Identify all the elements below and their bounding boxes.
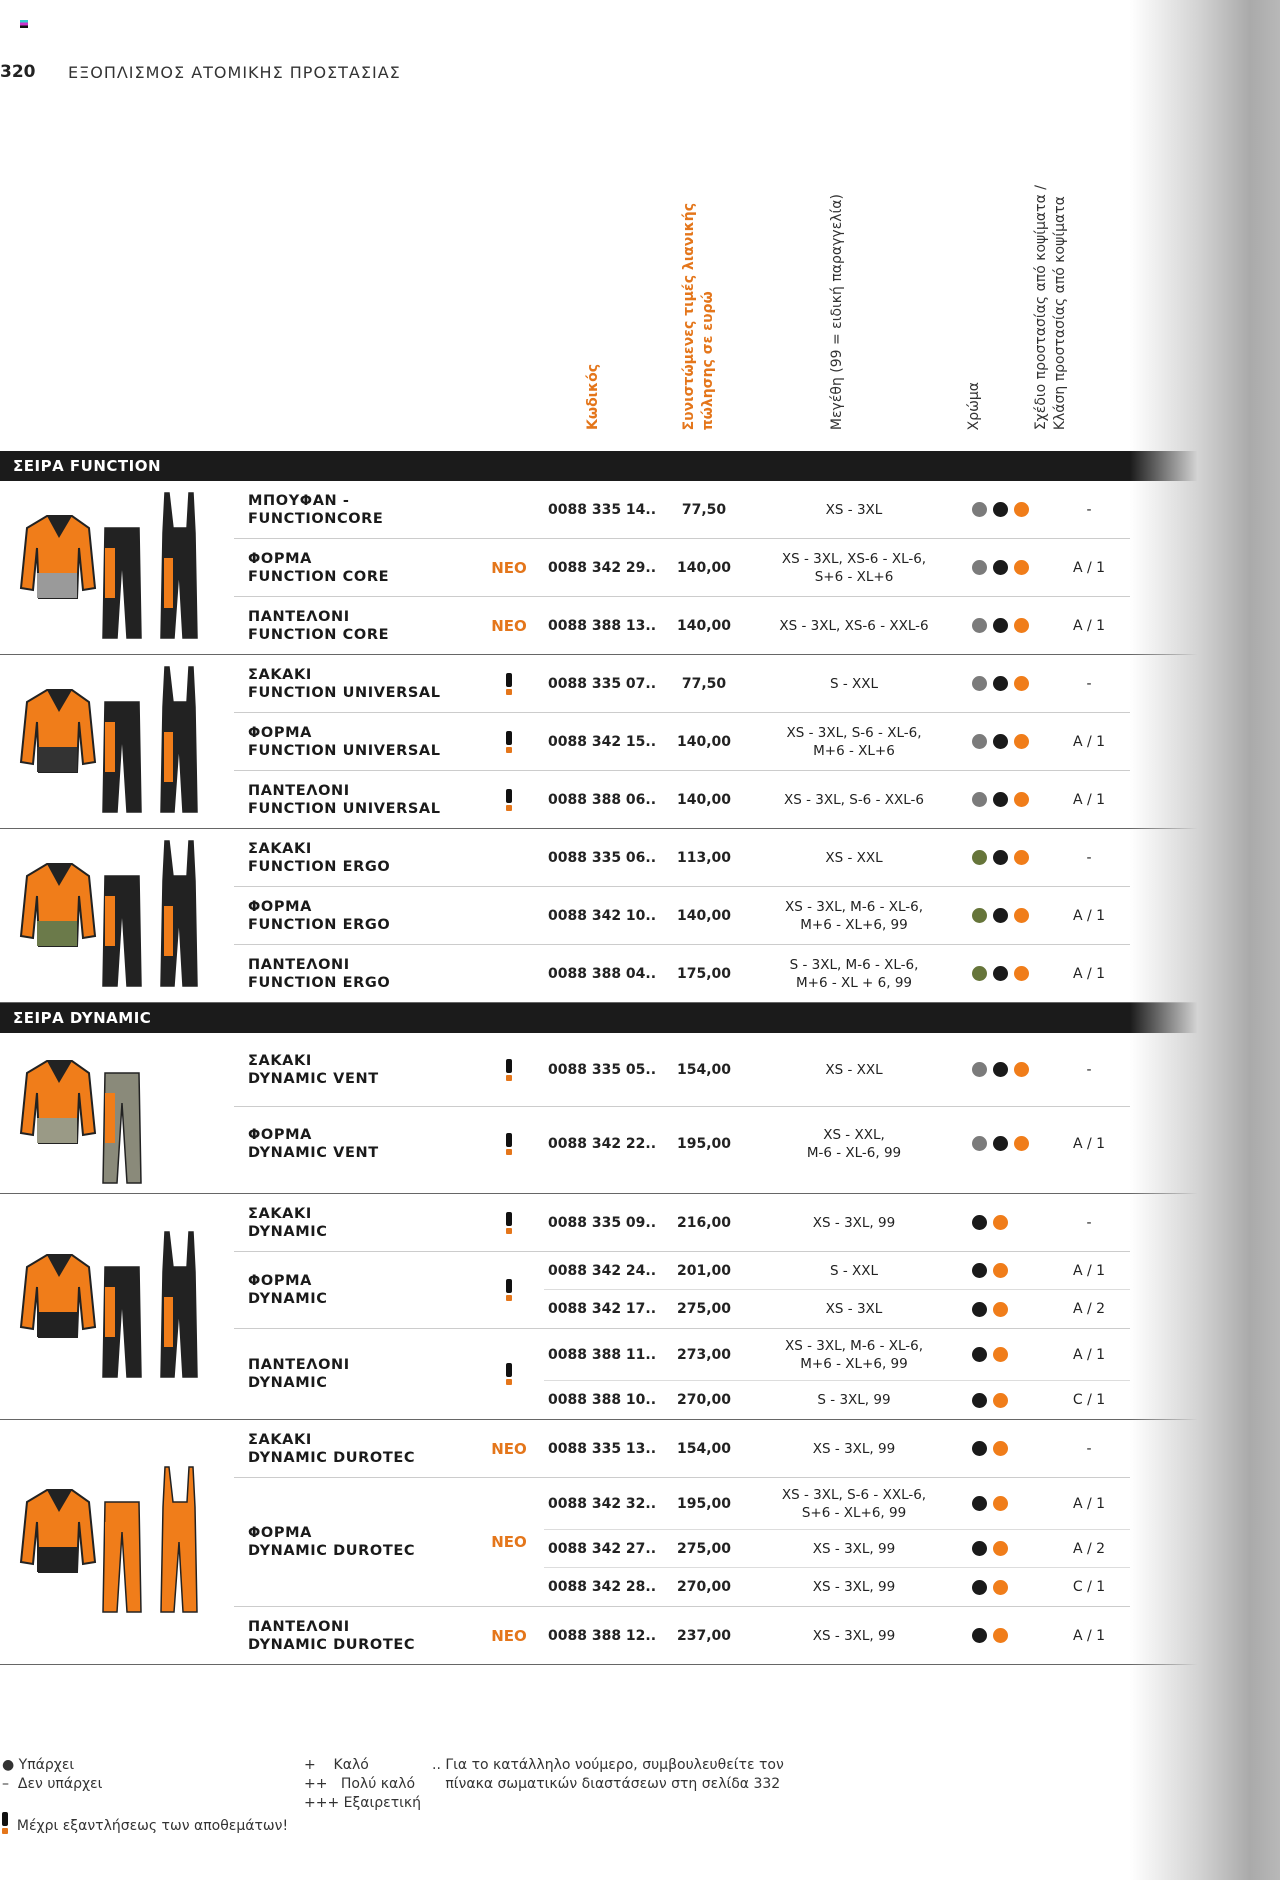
product-code: 0088 342 15.. (548, 733, 657, 750)
sizes: XS - 3XL, XS-6 - XL-6, S+6 - XL+6 (781, 550, 927, 585)
protection-class: - (1086, 849, 1092, 866)
price: 270,00 (676, 1579, 732, 1595)
color-orange-dot (1014, 502, 1029, 517)
legend-dots: ● Υπάρχει – Δεν υπάρχει (2, 1757, 103, 1792)
product-name: ΦΟΡΜΑ FUNCTION UNIVERSAL (248, 724, 441, 759)
table-row (234, 597, 1130, 654)
badge-cell (474, 1194, 544, 1251)
section-header: ΣΕΙΡΑ FUNCTION (0, 451, 1280, 481)
variant-row (544, 481, 1130, 538)
table-row (234, 1033, 1130, 1107)
product-group (0, 1420, 1280, 1665)
legend-excellent: Εξαιρετική (343, 1795, 422, 1811)
protection-class: A / 1 (1072, 617, 1106, 634)
sizes: S - 3XL, 99 (817, 1392, 891, 1408)
product-code: 0088 342 28.. (548, 1579, 657, 1595)
variant-row (544, 713, 1130, 770)
product-code: 0088 342 27.. (548, 1540, 657, 1557)
price: 195,00 (676, 1495, 732, 1512)
sizes: XS - 3XL, XS-6 - XXL-6 (779, 617, 929, 634)
color-dots (964, 1496, 1054, 1511)
price: 140,00 (676, 617, 732, 634)
protection-class: A / 1 (1072, 1262, 1106, 1279)
product-name: ΠΑΝΤΕΛΟΝΙ FUNCTION UNIVERSAL (248, 782, 441, 817)
product-name: ΠΑΝΤΕΛΟΝΙ FUNCTION ERGO (248, 956, 391, 991)
color-orange-dot (1014, 1062, 1029, 1077)
badge-cell (474, 1033, 544, 1106)
product-image-function-core-set (0, 481, 234, 654)
color-black-dot (972, 1628, 987, 1643)
price-header-line2: πώλησης σε ευρώ (700, 290, 716, 430)
color-black-dot (993, 502, 1008, 517)
product-group (0, 1194, 1280, 1420)
protection-class: - (1086, 1440, 1092, 1457)
product-code: 0088 335 07.. (548, 675, 657, 692)
color-black-dot (972, 1580, 987, 1595)
color-black-dot (993, 966, 1008, 981)
product-code: 0088 335 13.. (548, 1440, 657, 1457)
product-name: ΦΟΡΜΑ FUNCTION ERGO (248, 898, 391, 933)
color-dots (964, 618, 1054, 633)
stock-warning-icon (506, 1212, 512, 1234)
color-dots (964, 676, 1054, 691)
sizes: XS - 3XL, 99 (812, 1579, 896, 1595)
sizes: XS - XXL (825, 1061, 883, 1078)
color-black-dot (972, 1215, 987, 1230)
sizes: XS - XXL, M-6 - XL-6, 99 (806, 1126, 902, 1161)
color-grey-dot (972, 618, 987, 633)
color-dots (964, 1302, 1054, 1317)
variant-row (544, 655, 1130, 712)
legend-size-note: .. Για το κατάλληλο νούμερο, συμβουλευθείτε τον πίνακα σωματικών διαστάσεων στη σελίδα 332 (432, 1757, 784, 1792)
sizes: XS - 3XL, 99 (812, 1540, 896, 1557)
legend-ratings (304, 1756, 421, 1813)
color-dots (964, 1215, 1054, 1230)
legend-stock (2, 1812, 288, 1836)
variant-row (544, 1194, 1130, 1251)
price: 237,00 (676, 1627, 732, 1644)
color-dots (964, 1441, 1054, 1456)
price: 113,00 (676, 849, 732, 866)
color-orange-dot (993, 1496, 1008, 1511)
color-orange-dot (1014, 908, 1029, 923)
color-orange-dot (993, 1215, 1008, 1230)
sizes: XS - 3XL, M-6 - XL-6, M+6 - XL+6, 99 (784, 898, 924, 933)
class-header-line2: Κλάση προστασίας από κοψίματα (1052, 195, 1068, 430)
color-black-dot (972, 1347, 987, 1362)
stock-warning-icon (506, 673, 512, 695)
table-row (234, 945, 1130, 1002)
table-row (234, 1329, 1130, 1419)
protection-class: A / 2 (1072, 1301, 1106, 1317)
protection-class: A / 1 (1072, 791, 1106, 808)
new-badge: ΝΕΟ (491, 1626, 527, 1645)
legend-not-exists: Δεν υπάρχει (17, 1776, 103, 1792)
color-black-dot (993, 560, 1008, 575)
product-name: ΦΟΡΜΑ DYNAMIC DUROTEC (248, 1525, 416, 1559)
new-badge: ΝΕΟ (491, 558, 527, 577)
product-name: ΠΑΝΤΕΛΟΝΙ DYNAMIC DUROTEC (248, 1618, 416, 1653)
product-code: 0088 388 04.. (548, 965, 657, 982)
class-header-line1: Σχέδιο προστασίας από κοψίματα / (1033, 184, 1049, 430)
product-name: ΣΑΚΑΚΙ DYNAMIC DUROTEC (248, 1431, 416, 1466)
stock-warning-icon (506, 1279, 512, 1301)
price: 140,00 (676, 791, 732, 808)
sym: + (304, 1757, 316, 1773)
product-code: 0088 335 14.. (548, 501, 657, 518)
color-orange-dot (993, 1580, 1008, 1595)
protection-class: - (1086, 1214, 1092, 1231)
stock-warning-icon (506, 1059, 512, 1081)
protection-class: - (1086, 501, 1092, 518)
variant-row (544, 945, 1130, 1002)
price: 275,00 (676, 1540, 732, 1557)
badge-cell (474, 771, 544, 828)
variant-row (544, 1107, 1130, 1180)
color-dots (964, 1628, 1054, 1643)
sizes: XS - 3XL (825, 501, 883, 518)
protection-class: A / 1 (1072, 559, 1106, 576)
color-orange-dot (993, 1302, 1008, 1317)
legend-stock-text: Μέχρι εξαντλήσεως των αποθεμάτων! (16, 1818, 289, 1834)
color-dots (964, 850, 1054, 865)
color-grey-dot (972, 560, 987, 575)
badge-cell (474, 597, 544, 654)
variant-row (544, 1252, 1130, 1290)
protection-class: C / 1 (1072, 1579, 1106, 1595)
color-olive-dot (972, 908, 987, 923)
color-black-dot (972, 1441, 987, 1456)
table-row (234, 1252, 1130, 1329)
color-orange-dot (1014, 618, 1029, 633)
product-code: 0088 342 17.. (548, 1301, 657, 1317)
badge-cell (474, 1607, 544, 1664)
product-code: 0088 342 10.. (548, 907, 657, 924)
color-orange-dot (993, 1541, 1008, 1556)
price: 154,00 (676, 1061, 732, 1078)
badge-cell (474, 539, 544, 596)
color-black-dot (972, 1263, 987, 1278)
color-dots (964, 1136, 1054, 1151)
price: 175,00 (676, 965, 732, 982)
color-black-dot (972, 1302, 987, 1317)
stock-warning-icon (2, 1812, 8, 1834)
new-badge: ΝΕΟ (491, 1533, 527, 1551)
price: 140,00 (676, 907, 732, 924)
price: 273,00 (676, 1346, 732, 1363)
color-dots (964, 792, 1054, 807)
price: 270,00 (676, 1392, 732, 1408)
color-orange-dot (993, 1628, 1008, 1643)
color-dots (964, 1580, 1054, 1595)
protection-class: A / 1 (1072, 1627, 1106, 1644)
badge-cell (474, 655, 544, 712)
product-table (0, 451, 1280, 1665)
color-dots (964, 734, 1054, 749)
color-dots (964, 560, 1054, 575)
variant-row (544, 771, 1130, 828)
color-dots (964, 1062, 1054, 1077)
product-name: ΦΟΡΜΑ DYNAMIC VENT (248, 1126, 379, 1161)
product-image-function-ergo-set (0, 829, 234, 1002)
color-black-dot (972, 1393, 987, 1408)
table-row (234, 1420, 1130, 1478)
table-row (234, 1107, 1130, 1180)
badge-cell (474, 887, 544, 944)
variant-row (544, 539, 1130, 596)
table-row (234, 829, 1130, 887)
sizes: S - XXL (829, 1262, 879, 1279)
badge-cell (474, 945, 544, 1002)
badge-cell (474, 481, 544, 538)
color-olive-dot (972, 966, 987, 981)
color-black-dot (993, 1062, 1008, 1077)
color-olive-dot (972, 850, 987, 865)
color-orange-dot (993, 1441, 1008, 1456)
color-black-dot (993, 734, 1008, 749)
variant-row (544, 1329, 1130, 1381)
stock-warning-icon (506, 789, 512, 811)
product-code: 0088 388 11.. (548, 1346, 657, 1363)
color-grey-dot (972, 792, 987, 807)
badge-cell (474, 1329, 544, 1419)
legend-good: Καλό (333, 1757, 369, 1773)
color-black-dot (993, 676, 1008, 691)
color-dots (964, 1263, 1054, 1278)
variant-row (544, 1420, 1130, 1477)
product-code: 0088 335 06.. (548, 849, 657, 866)
table-row (234, 481, 1130, 539)
product-name: ΣΑΚΑΚΙ FUNCTION ERGO (248, 840, 391, 875)
sizes: XS - 3XL, 99 (812, 1627, 896, 1644)
color-black-dot (993, 850, 1008, 865)
product-name: ΠΑΝΤΕΛΟΝΙ FUNCTION CORE (248, 608, 390, 643)
sizes: S - 3XL, M-6 - XL-6, M+6 - XL + 6, 99 (789, 956, 919, 991)
color-dots (964, 908, 1054, 923)
protection-class: A / 1 (1072, 965, 1106, 982)
sizes: XS - 3XL, S-6 - XXL-6 (784, 791, 924, 808)
protection-class: A / 1 (1072, 1346, 1106, 1363)
product-group (0, 481, 1280, 655)
color-dots (964, 1393, 1054, 1408)
product-name: ΜΠΟΥΦΑΝ - FUNCTIONCORE (248, 492, 384, 527)
badge-cell (474, 829, 544, 886)
variant-row (544, 597, 1130, 654)
color-grey-dot (972, 734, 987, 749)
sizes: XS - 3XL, M-6 - XL-6, M+6 - XL+6, 99 (784, 1337, 924, 1372)
column-header-price (680, 203, 718, 430)
protection-class: A / 1 (1072, 907, 1106, 924)
color-orange-dot (1014, 560, 1029, 575)
product-code: 0088 342 29.. (548, 559, 657, 576)
product-group (0, 1033, 1280, 1194)
legend-very-good: Πολύ καλό (340, 1776, 416, 1792)
new-badge: ΝΕΟ (491, 1439, 527, 1458)
table-row (234, 771, 1130, 828)
table-row (234, 1478, 1130, 1607)
protection-class: A / 1 (1072, 733, 1106, 750)
price: 77,50 (681, 675, 727, 692)
variant-row (544, 1381, 1130, 1419)
table-row (234, 1607, 1130, 1664)
table-row (234, 655, 1130, 713)
table-row (234, 887, 1130, 945)
sizes: XS - XXL (825, 849, 883, 866)
product-name: ΦΟΡΜΑ FUNCTION CORE (248, 550, 390, 585)
product-name: ΣΑΚΑΚΙ DYNAMIC (248, 1205, 328, 1240)
color-black-dot (993, 618, 1008, 633)
price: 201,00 (676, 1262, 732, 1279)
product-image-dynamic-durotec-set (0, 1420, 234, 1664)
column-header-sizes: Μεγέθη (99 = ειδική παραγγελία) (829, 193, 845, 430)
price: 275,00 (676, 1301, 732, 1317)
product-code: 0088 388 13.. (548, 617, 657, 634)
color-orange-dot (993, 1263, 1008, 1278)
color-orange-dot (1014, 734, 1029, 749)
badge-cell (474, 1478, 544, 1606)
table-row (234, 713, 1130, 771)
product-code: 0088 335 05.. (548, 1061, 657, 1078)
variant-row (544, 1530, 1130, 1568)
color-black-dot (993, 1136, 1008, 1151)
product-image-dynamic-vent-set (0, 1033, 234, 1193)
column-header-color: Χρώμα (966, 381, 982, 430)
color-grey-dot (972, 502, 987, 517)
variant-row (544, 1478, 1130, 1530)
variant-row (544, 1607, 1130, 1664)
sym: +++ (304, 1795, 340, 1811)
color-grey-dot (972, 1136, 987, 1151)
sizes: XS - 3XL, 99 (812, 1214, 896, 1231)
column-header-class (1032, 185, 1070, 430)
variant-row (544, 1568, 1130, 1606)
color-dots (964, 966, 1054, 981)
price-header-line1: Συνιστώμενες τιμές λιανικής (681, 202, 697, 430)
protection-class: - (1086, 1061, 1092, 1078)
price: 154,00 (676, 1440, 732, 1457)
sizes: XS - 3XL, S-6 - XL-6, M+6 - XL+6 (786, 724, 922, 759)
price: 140,00 (676, 559, 732, 576)
protection-class: A / 1 (1072, 1495, 1106, 1512)
sym: ++ (304, 1776, 328, 1792)
color-black-dot (993, 792, 1008, 807)
legend-exists: Υπάρχει (18, 1757, 75, 1773)
product-image-dynamic-set (0, 1194, 234, 1419)
badge-cell (474, 1252, 544, 1328)
table-row (234, 1194, 1130, 1252)
product-name: ΣΑΚΑΚΙ DYNAMIC VENT (248, 1052, 379, 1087)
product-code: 0088 342 32.. (548, 1495, 657, 1512)
protection-class: - (1086, 675, 1092, 692)
color-orange-dot (1014, 792, 1029, 807)
product-code: 0088 388 06.. (548, 791, 657, 808)
price: 195,00 (676, 1135, 732, 1152)
table-row (234, 539, 1130, 597)
color-orange-dot (1014, 966, 1029, 981)
color-black-dot (972, 1541, 987, 1556)
badge-cell (474, 1420, 544, 1477)
new-badge: ΝΕΟ (491, 616, 527, 635)
stock-warning-icon (506, 731, 512, 753)
sizes: XS - 3XL (825, 1301, 883, 1317)
price: 77,50 (681, 501, 727, 518)
stock-warning-icon (506, 1133, 512, 1155)
product-code: 0088 342 22.. (548, 1135, 657, 1152)
price: 216,00 (676, 1214, 732, 1231)
variant-row (544, 887, 1130, 944)
sizes: XS - 3XL, S-6 - XXL-6, S+6 - XL+6, 99 (781, 1486, 927, 1521)
color-orange-dot (1014, 850, 1029, 865)
variant-row (544, 829, 1130, 886)
product-name: ΠΑΝΤΕΛΟΝΙ DYNAMIC (248, 1357, 350, 1391)
section-header: ΣΕΙΡΑ DYNAMIC (0, 1003, 1280, 1033)
color-grey-dot (972, 1062, 987, 1077)
color-black-dot (972, 1496, 987, 1511)
color-orange-dot (1014, 676, 1029, 691)
color-dots (964, 502, 1054, 517)
badge-cell (474, 713, 544, 770)
variant-row (544, 1033, 1130, 1106)
color-black-dot (993, 908, 1008, 923)
stock-warning-icon (506, 1363, 512, 1385)
color-dots (964, 1347, 1054, 1362)
page-title: ΕΞΟΠΛΙΣΜΟΣ ΑΤΟΜΙΚΗΣ ΠΡΟΣΤΑΣΙΑΣ (68, 63, 401, 82)
product-name: ΦΟΡΜΑ DYNAMIC (248, 1273, 328, 1307)
product-group (0, 655, 1280, 829)
variant-row (544, 1290, 1130, 1328)
sizes: XS - 3XL, 99 (812, 1440, 896, 1457)
protection-class: A / 2 (1072, 1540, 1106, 1557)
price: 140,00 (676, 733, 732, 750)
color-orange-dot (993, 1393, 1008, 1408)
page-number: 320 (0, 62, 36, 82)
product-code: 0088 335 09.. (548, 1214, 657, 1231)
product-group (0, 829, 1280, 1003)
product-code: 0088 342 24.. (548, 1262, 657, 1279)
bullet-icon: ● (2, 1757, 15, 1773)
column-header-code: Κωδικός (585, 364, 601, 430)
product-image-function-universal-set (0, 655, 234, 828)
registration-mark (20, 20, 28, 28)
color-orange-dot (993, 1347, 1008, 1362)
protection-class: A / 1 (1072, 1135, 1106, 1152)
product-code: 0088 388 12.. (548, 1627, 657, 1644)
sizes: S - XXL (829, 675, 879, 692)
color-grey-dot (972, 676, 987, 691)
badge-cell (474, 1107, 544, 1180)
product-name: ΣΑΚΑΚΙ FUNCTION UNIVERSAL (248, 666, 441, 701)
color-dots (964, 1541, 1054, 1556)
protection-class: C / 1 (1072, 1392, 1106, 1408)
color-orange-dot (1014, 1136, 1029, 1151)
product-code: 0088 388 10.. (548, 1392, 657, 1408)
